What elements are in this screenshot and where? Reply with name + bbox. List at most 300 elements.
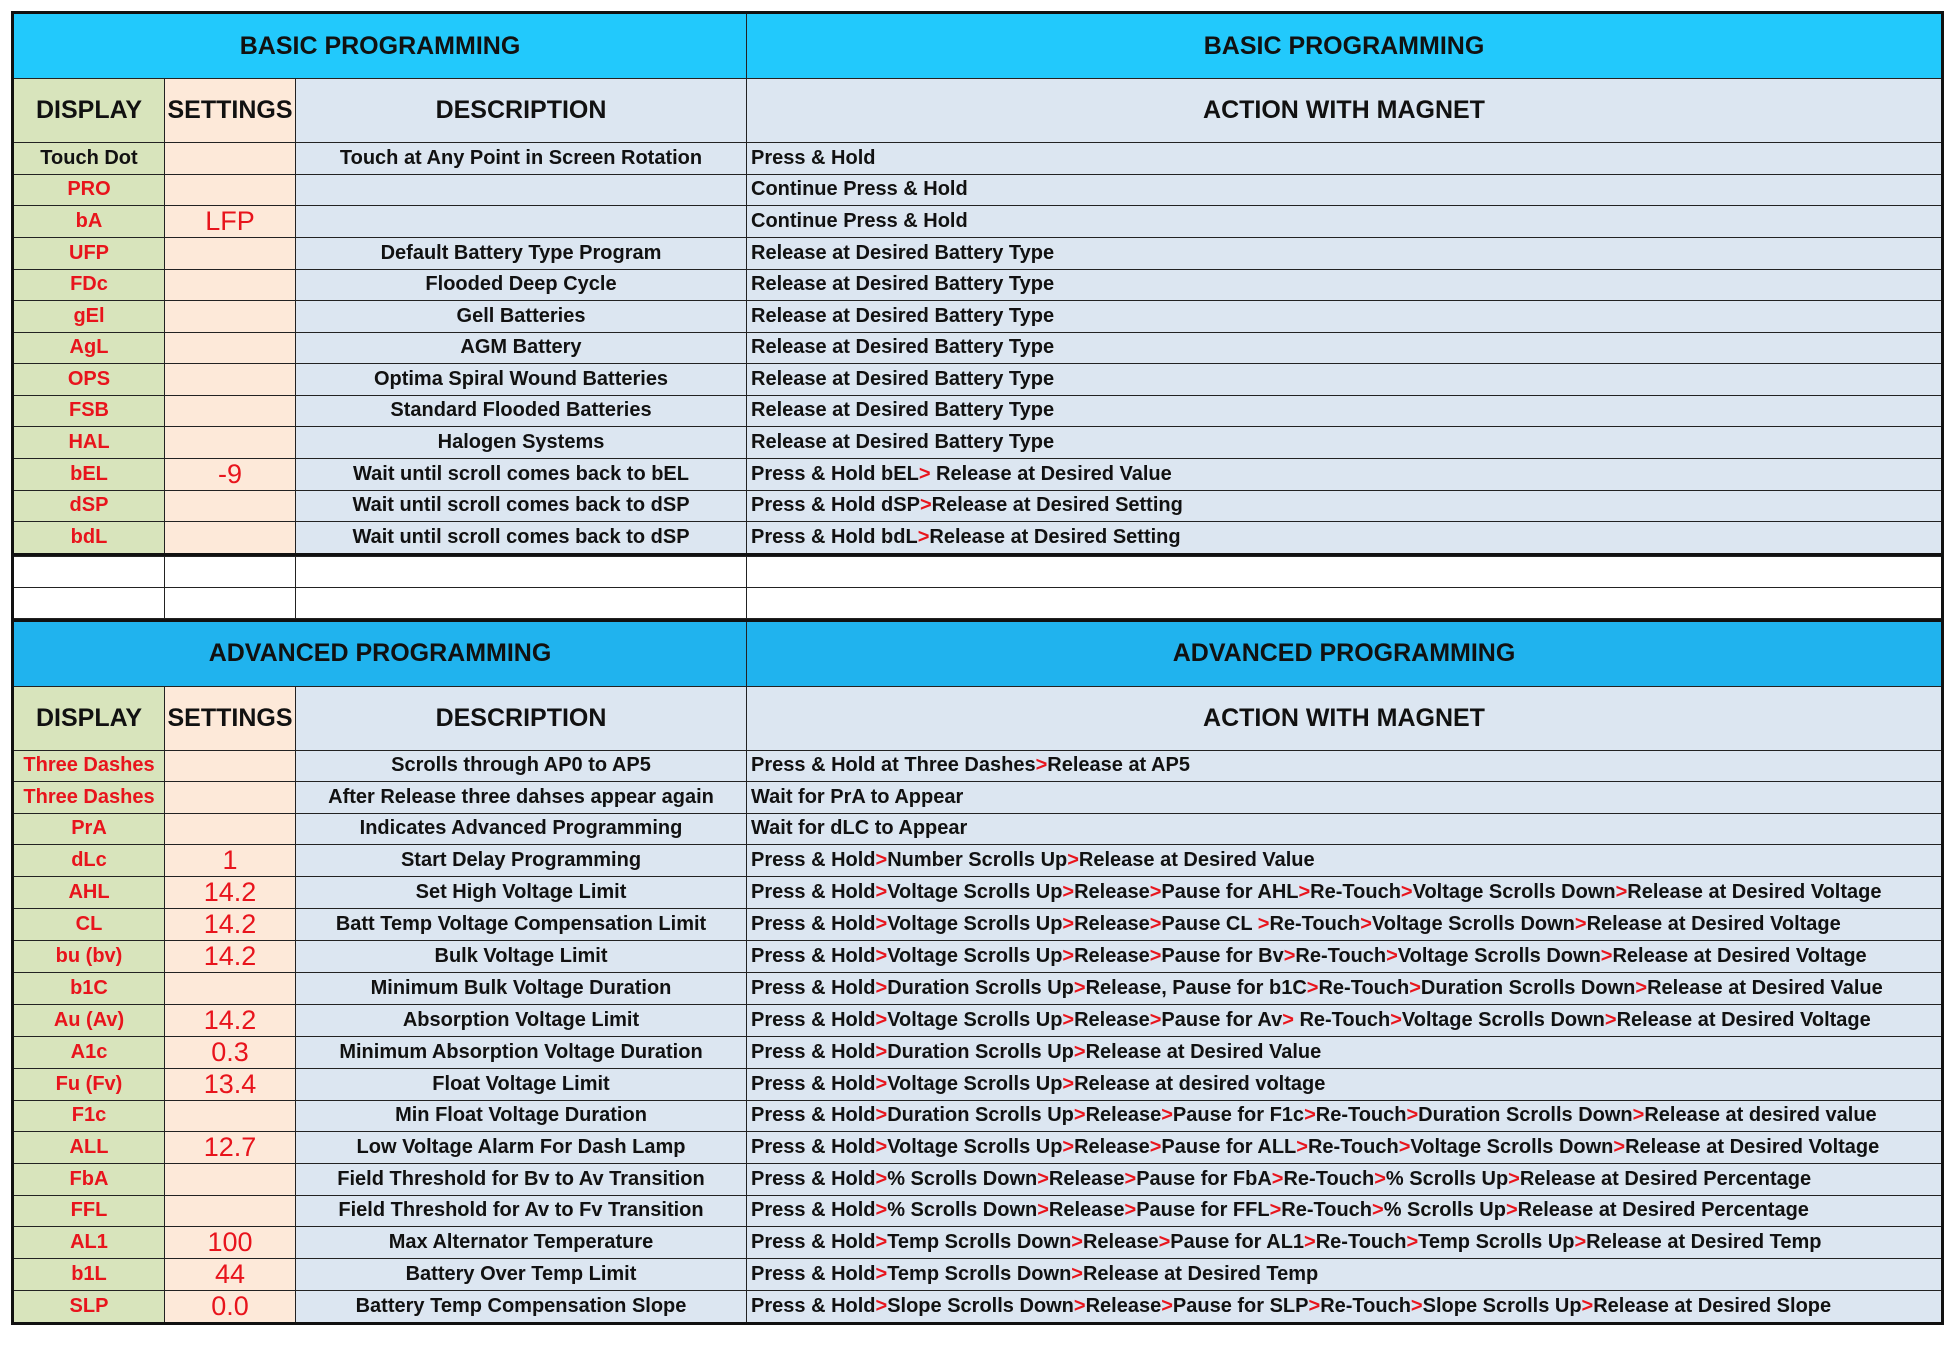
action-step: Re-Touch	[1307, 1136, 1399, 1158]
action-step: Pause for FbA	[1136, 1167, 1272, 1190]
description-cell: Indicates Advanced Programming	[296, 813, 747, 845]
action-cell	[747, 1259, 1943, 1291]
table-row	[13, 269, 1943, 301]
action-separator: >	[1304, 1231, 1316, 1253]
action-step: Pause for AL1	[1170, 1231, 1305, 1253]
settings-cell: 14.2	[165, 1004, 296, 1036]
settings-cell	[165, 143, 296, 175]
description-cell: Touch at Any Point in Screen Rotation	[296, 143, 747, 175]
description-cell: After Release three dahses appear again	[296, 782, 747, 814]
action-separator: >	[875, 1199, 888, 1222]
action-separator: >	[1124, 1167, 1137, 1190]
action-step: Press & Hold	[751, 1136, 876, 1158]
header-display: DISPLAY	[13, 79, 165, 143]
table-row	[13, 909, 1943, 941]
table-row	[13, 877, 1943, 909]
action-separator: >	[1283, 945, 1296, 967]
action-separator: >	[1306, 976, 1319, 999]
action-step: Slope Scrolls Up	[1422, 1295, 1582, 1317]
table-row	[13, 973, 1943, 1005]
display-cell: HAL	[13, 427, 165, 459]
settings-cell: 14.2	[165, 941, 296, 973]
action-separator: >	[1613, 1136, 1626, 1158]
description-cell: Field Threshold for Av to Fv Transition	[296, 1195, 747, 1227]
action-step: Voltage Scrolls Down	[1397, 945, 1601, 967]
action-step: Pause for ALL	[1161, 1136, 1297, 1158]
action-step: Release at Desired Percentage	[1517, 1199, 1809, 1222]
advanced-header-row	[13, 686, 1943, 750]
action-step: Press & Hold	[751, 945, 876, 967]
action-step: Press & Hold	[751, 146, 876, 169]
action-separator: >	[875, 1040, 888, 1063]
action-separator: >	[1298, 881, 1311, 903]
action-step: Press & Hold dSP	[751, 494, 920, 517]
action-step: % Scrolls Up	[1385, 1167, 1509, 1190]
action-step: Release	[1074, 1136, 1150, 1158]
action-step: Release	[1074, 945, 1150, 967]
action-step: Press & Hold	[751, 1072, 876, 1095]
action-step: % Scrolls Down	[887, 1199, 1038, 1222]
action-separator: >	[1073, 976, 1086, 999]
action-step: Press & Hold	[751, 913, 876, 935]
description-cell: Absorption Voltage Limit	[296, 1004, 747, 1036]
table-row	[13, 238, 1943, 270]
action-step: Voltage Scrolls Down	[1412, 881, 1616, 903]
description-cell: Wait until scroll comes back to bEL	[296, 458, 747, 490]
table-row	[13, 941, 1943, 973]
settings-cell	[165, 813, 296, 845]
settings-cell: 14.2	[165, 909, 296, 941]
action-cell	[747, 238, 1943, 270]
description-cell: Max Alternator Temperature	[296, 1227, 747, 1259]
action-step: Re-Touch	[1318, 976, 1410, 999]
action-separator: >	[1360, 913, 1372, 935]
display-cell: Touch Dot	[13, 143, 165, 175]
action-step: Release at Desired Battery Type	[751, 430, 1055, 453]
display-cell: AgL	[13, 332, 165, 364]
action-separator: >	[1574, 1231, 1587, 1253]
display-cell: b1L	[13, 1259, 165, 1291]
action-separator: >	[1071, 1263, 1083, 1285]
action-step: Voltage Scrolls Up	[887, 881, 1063, 903]
description-cell: Set High Voltage Limit	[296, 877, 747, 909]
display-cell: CL	[13, 909, 165, 941]
table-row	[13, 1195, 1943, 1227]
table-row	[13, 395, 1943, 427]
action-separator: >	[1409, 976, 1421, 999]
description-cell: Minimum Bulk Voltage Duration	[296, 973, 747, 1005]
action-separator: >	[875, 1104, 888, 1127]
action-separator: >	[875, 976, 888, 999]
display-cell: OPS	[13, 364, 165, 396]
action-step: Continue Press & Hold	[751, 210, 968, 232]
description-cell: Flooded Deep Cycle	[296, 269, 747, 301]
settings-cell: 100	[165, 1227, 296, 1259]
table-row	[13, 1164, 1943, 1196]
basic-programming-table	[11, 11, 1944, 556]
description-cell: Standard Flooded Batteries	[296, 395, 747, 427]
action-separator: >	[1149, 1008, 1162, 1031]
action-step: Voltage Scrolls Up	[887, 1136, 1063, 1158]
settings-cell	[165, 174, 296, 206]
basic-header-row	[13, 79, 1943, 143]
table-row	[13, 1036, 1943, 1068]
action-separator: >	[1296, 1136, 1308, 1158]
action-separator: >	[1304, 1104, 1316, 1127]
table-row	[13, 427, 1943, 459]
action-separator: >	[1161, 1104, 1173, 1127]
action-step: Duration Scrolls Down	[1420, 976, 1636, 999]
action-step: Press & Hold bdL	[751, 525, 918, 548]
blank-row	[13, 587, 1943, 618]
action-step: Press & Hold	[751, 1040, 876, 1063]
action-step: Release	[1085, 1104, 1162, 1127]
action-separator: >	[875, 1263, 888, 1285]
action-step: Pause for Bv	[1161, 945, 1284, 967]
settings-cell	[165, 238, 296, 270]
display-cell: bEL	[13, 458, 165, 490]
action-step: Release at Desired Voltage	[1616, 1008, 1871, 1031]
table-row	[13, 143, 1943, 175]
action-step: Press & Hold	[751, 1167, 876, 1190]
settings-cell: 13.4	[165, 1068, 296, 1100]
action-step: Release	[1074, 913, 1150, 935]
action-separator: >	[875, 1136, 888, 1158]
action-separator: >	[1600, 945, 1613, 967]
action-step: Release at Desired Voltage	[1586, 913, 1841, 935]
action-cell	[747, 1100, 1943, 1132]
action-step: Release at Desired Voltage	[1625, 1136, 1880, 1158]
action-separator: >	[1508, 1167, 1520, 1190]
action-step: Voltage Scrolls Down	[1371, 913, 1575, 935]
display-cell: ALL	[13, 1132, 165, 1164]
table-row	[13, 1291, 1943, 1324]
action-separator: >	[1410, 1295, 1423, 1317]
action-cell	[747, 427, 1943, 459]
action-separator: >	[1398, 1136, 1411, 1158]
description-cell: Scrolls through AP0 to AP5	[296, 750, 747, 782]
action-step: Voltage Scrolls Up	[887, 913, 1063, 935]
action-cell	[747, 301, 1943, 333]
action-step: Pause for AHL	[1161, 881, 1299, 903]
action-step: Pause for FFL	[1136, 1199, 1270, 1222]
action-separator: >	[875, 1231, 888, 1253]
settings-cell: 1	[165, 845, 296, 877]
action-cell	[747, 750, 1943, 782]
action-step: Voltage Scrolls Up	[887, 945, 1063, 967]
header-settings: SETTINGS	[165, 686, 296, 750]
action-step: Pause CL	[1161, 913, 1258, 935]
action-cell	[747, 364, 1943, 396]
display-cell: A1c	[13, 1036, 165, 1068]
basic-title-right: BASIC PROGRAMMING	[747, 13, 1943, 79]
display-cell: FDc	[13, 269, 165, 301]
action-separator: >	[1062, 881, 1075, 903]
display-cell: UFP	[13, 238, 165, 270]
description-cell: Low Voltage Alarm For Dash Lamp	[296, 1132, 747, 1164]
display-cell: Three Dashes	[13, 750, 165, 782]
action-step: Duration Scrolls Up	[887, 1104, 1074, 1127]
description-cell: Batt Temp Voltage Compensation Limit	[296, 909, 747, 941]
action-step: Release at Desired Value	[1647, 976, 1883, 999]
settings-cell: 12.7	[165, 1132, 296, 1164]
settings-cell: LFP	[165, 206, 296, 238]
action-cell	[747, 909, 1943, 941]
action-step: Release at Desired Battery Type	[751, 336, 1055, 359]
action-separator: >	[875, 1008, 888, 1031]
action-step: Release at Desired Battery Type	[751, 304, 1055, 327]
action-cell	[747, 1132, 1943, 1164]
action-step: Release at Desired Value	[1078, 849, 1315, 871]
action-cell	[747, 522, 1943, 555]
display-cell: b1C	[13, 973, 165, 1005]
description-cell: Bulk Voltage Limit	[296, 941, 747, 973]
action-step: Pause for Av	[1161, 1008, 1283, 1031]
action-step: Press & Hold	[751, 881, 876, 903]
action-step: Re-Touch	[1295, 945, 1387, 967]
display-cell: FbA	[13, 1164, 165, 1196]
action-separator: >	[1390, 1008, 1402, 1031]
table-row	[13, 522, 1943, 555]
action-step: Release	[1082, 1231, 1159, 1253]
advanced-title-right: ADVANCED PROGRAMMING	[747, 620, 1943, 686]
settings-cell	[165, 522, 296, 555]
action-separator: >	[1149, 913, 1162, 935]
action-cell	[747, 174, 1943, 206]
table-row	[13, 332, 1943, 364]
action-step: Press & Hold at Three Dashes	[751, 754, 1036, 777]
action-step: Re-Touch	[1315, 1104, 1407, 1127]
table-row	[13, 1068, 1943, 1100]
settings-cell	[165, 1195, 296, 1227]
basic-title-left: BASIC PROGRAMMING	[13, 13, 747, 79]
action-step: Release at Desired Temp	[1082, 1263, 1319, 1285]
action-cell	[747, 458, 1943, 490]
action-step: Voltage Scrolls Down	[1410, 1136, 1614, 1158]
action-cell	[747, 845, 1943, 877]
action-step: Release	[1048, 1167, 1125, 1190]
action-separator: >	[1067, 849, 1079, 871]
action-step: Press & Hold	[751, 1008, 876, 1031]
action-step: Press & Hold	[751, 1199, 876, 1222]
description-cell: Float Voltage Limit	[296, 1068, 747, 1100]
action-step: Temp Scrolls Down	[887, 1263, 1072, 1285]
action-cell	[747, 782, 1943, 814]
display-cell: SLP	[13, 1291, 165, 1324]
action-step: Release at Desired Setting	[929, 525, 1181, 548]
header-description: DESCRIPTION	[296, 686, 747, 750]
action-separator: >	[875, 1295, 888, 1317]
settings-cell	[165, 782, 296, 814]
action-cell	[747, 332, 1943, 364]
action-separator: >	[1161, 1295, 1173, 1317]
description-cell	[296, 206, 747, 238]
settings-cell: 0.0	[165, 1291, 296, 1324]
table-row	[13, 782, 1943, 814]
action-step: Pause for SLP	[1172, 1295, 1309, 1317]
action-step: Re-Touch	[1281, 1199, 1372, 1222]
action-separator: >	[875, 1072, 888, 1095]
action-separator: >	[1037, 1199, 1049, 1222]
advanced-title-row	[13, 620, 1943, 686]
settings-cell	[165, 750, 296, 782]
action-separator: >	[1400, 881, 1413, 903]
blank-cell	[13, 556, 165, 587]
action-separator: >	[1158, 1231, 1171, 1253]
action-cell	[747, 143, 1943, 175]
action-step: Release at Desired Slope	[1593, 1295, 1832, 1317]
action-step: Voltage Scrolls Up	[887, 1008, 1063, 1031]
description-cell: Minimum Absorption Voltage Duration	[296, 1036, 747, 1068]
table-row	[13, 490, 1943, 522]
spreadsheet	[11, 11, 1941, 1325]
action-separator: >	[1124, 1199, 1137, 1222]
display-cell: bA	[13, 206, 165, 238]
action-step: Voltage Scrolls Up	[887, 1072, 1063, 1095]
action-step: Temp Scrolls Down	[887, 1231, 1072, 1253]
action-separator: >	[1406, 1231, 1419, 1253]
action-separator: >	[1073, 1040, 1086, 1063]
action-separator: >	[875, 849, 888, 871]
table-row	[13, 1004, 1943, 1036]
action-separator: >	[1071, 1231, 1083, 1253]
action-step: Release	[1074, 1008, 1150, 1031]
header-action: ACTION WITH MAGNET	[747, 79, 1943, 143]
action-separator: >	[1269, 1199, 1282, 1222]
action-step: Temp Scrolls Up	[1418, 1231, 1575, 1253]
table-row	[13, 301, 1943, 333]
table-row	[13, 1132, 1943, 1164]
action-step: Release at AP5	[1047, 754, 1190, 777]
action-cell	[747, 1068, 1943, 1100]
display-cell: dSP	[13, 490, 165, 522]
action-step: Voltage Scrolls Down	[1401, 1008, 1605, 1031]
action-cell	[747, 1195, 1943, 1227]
action-separator: >	[1062, 945, 1075, 967]
display-cell: AL1	[13, 1227, 165, 1259]
blank-cell	[13, 587, 165, 618]
action-separator: >	[1073, 1104, 1086, 1127]
action-cell	[747, 1036, 1943, 1068]
action-step: Release at Desired Value	[930, 462, 1172, 485]
action-step: Press & Hold	[751, 1263, 876, 1285]
action-separator: >	[1149, 881, 1162, 903]
display-cell: FSB	[13, 395, 165, 427]
action-separator: >	[918, 462, 931, 485]
action-step: Press & Hold	[751, 1295, 876, 1317]
action-separator: >	[1149, 945, 1162, 967]
action-step: Release, Pause for b1C	[1085, 976, 1307, 999]
action-separator: >	[1581, 1295, 1594, 1317]
description-cell: Battery Over Temp Limit	[296, 1259, 747, 1291]
display-cell: AHL	[13, 877, 165, 909]
action-step: Release at Desired Percentage	[1519, 1167, 1812, 1190]
action-step: Re-Touch	[1269, 913, 1361, 935]
blank-cell	[747, 587, 1943, 618]
action-step: Release at Desired Battery Type	[751, 241, 1055, 264]
table-row	[13, 364, 1943, 396]
header-description: DESCRIPTION	[296, 79, 747, 143]
advanced-title-left: ADVANCED PROGRAMMING	[13, 620, 747, 686]
description-cell: AGM Battery	[296, 332, 747, 364]
action-separator: >	[1062, 1136, 1075, 1158]
action-cell	[747, 1227, 1943, 1259]
table-row	[13, 750, 1943, 782]
action-separator: >	[919, 494, 932, 517]
action-step: Number Scrolls Up	[887, 849, 1068, 871]
action-cell	[747, 490, 1943, 522]
settings-cell	[165, 1164, 296, 1196]
settings-cell	[165, 301, 296, 333]
blank-cell	[165, 587, 296, 618]
action-separator: >	[1615, 881, 1628, 903]
action-separator: >	[1632, 1104, 1645, 1127]
description-cell: Gell Batteries	[296, 301, 747, 333]
display-cell: bdL	[13, 522, 165, 555]
action-separator: >	[1635, 976, 1648, 999]
settings-cell: 44	[165, 1259, 296, 1291]
advanced-programming-table	[11, 619, 1944, 1326]
action-separator: >	[1406, 1104, 1419, 1127]
blank-row	[13, 556, 1943, 587]
action-separator: >	[875, 913, 888, 935]
action-separator: >	[1037, 1167, 1049, 1190]
table-row	[13, 174, 1943, 206]
action-step: Release at Desired Value	[1085, 1040, 1322, 1063]
action-separator: >	[1308, 1295, 1321, 1317]
action-separator: >	[1062, 1072, 1075, 1095]
action-step: Press & Hold	[751, 849, 876, 871]
action-cell	[747, 1164, 1943, 1196]
action-separator: >	[1149, 1136, 1162, 1158]
settings-cell: 0.3	[165, 1036, 296, 1068]
display-cell: PRO	[13, 174, 165, 206]
description-cell: Start Delay Programming	[296, 845, 747, 877]
action-step: Release	[1074, 881, 1150, 903]
settings-cell	[165, 1100, 296, 1132]
action-step: Re-Touch	[1315, 1231, 1407, 1253]
action-cell	[747, 877, 1943, 909]
settings-cell: 14.2	[165, 877, 296, 909]
description-cell: Optima Spiral Wound Batteries	[296, 364, 747, 396]
action-step: Release at Desired Voltage	[1627, 881, 1882, 903]
action-step: % Scrolls Down	[887, 1167, 1038, 1190]
blank-cell	[296, 587, 747, 618]
table-row	[13, 1100, 1943, 1132]
display-cell: gEl	[13, 301, 165, 333]
action-step: Release at desired voltage	[1074, 1072, 1326, 1095]
action-separator: >	[1257, 913, 1270, 935]
action-step: Release at desired value	[1644, 1104, 1877, 1127]
table-row	[13, 458, 1943, 490]
blank-cell	[165, 556, 296, 587]
table-row	[13, 845, 1943, 877]
action-step: Duration Scrolls Up	[887, 976, 1074, 999]
action-step: Release	[1085, 1295, 1162, 1317]
display-cell: Au (Av)	[13, 1004, 165, 1036]
action-step: % Scrolls Up	[1383, 1199, 1506, 1222]
display-cell: PrA	[13, 813, 165, 845]
action-step: Release	[1048, 1199, 1125, 1222]
table-row	[13, 813, 1943, 845]
header-settings: SETTINGS	[165, 79, 296, 143]
action-step: Wait for dLC to Appear	[751, 817, 968, 840]
action-separator: >	[1372, 1199, 1384, 1222]
description-cell: Battery Temp Compensation Slope	[296, 1291, 747, 1324]
action-cell	[747, 1291, 1943, 1324]
action-step: Release at Desired Battery Type	[751, 273, 1055, 296]
action-step: Re-Touch	[1293, 1008, 1391, 1031]
